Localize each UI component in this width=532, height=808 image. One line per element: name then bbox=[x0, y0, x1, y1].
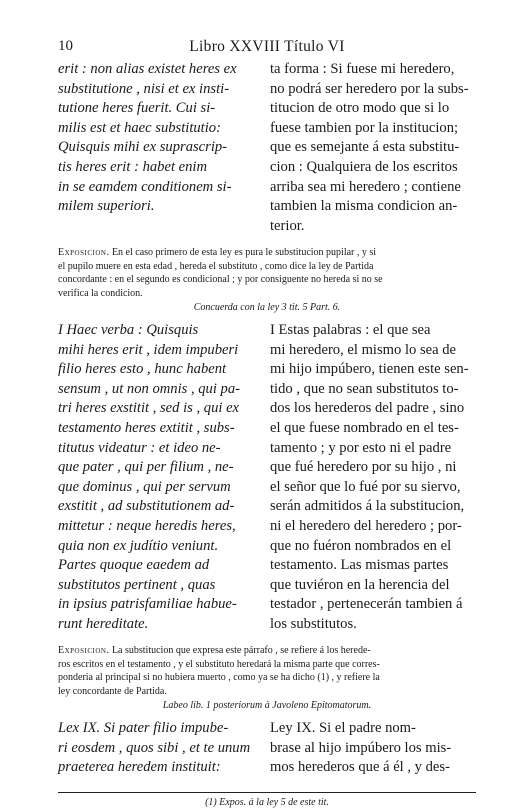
latin-column bbox=[58, 60, 258, 236]
text-line: tamento ; y por esto ni el padre bbox=[270, 439, 452, 456]
text-line: praeterea heredem instituit: bbox=[58, 759, 221, 776]
exposition-1 bbox=[58, 246, 476, 300]
text-line: filio heres esto , hunc habent bbox=[58, 361, 227, 378]
text-line: ley concordante de Partida. bbox=[58, 685, 167, 697]
text-line: sensum , ut non omnis , qui pa- bbox=[58, 380, 241, 397]
text-line: concordante : en el segundo es condicional ; y por consiguente no hereda si no se bbox=[58, 274, 383, 286]
text-line: mihi heres erit , idem impuberi bbox=[58, 341, 239, 358]
text-line: brase al hijo impúbero los mis- bbox=[270, 739, 452, 756]
block-3 bbox=[58, 719, 476, 778]
text-line: no podrá ser heredero por la subs- bbox=[270, 80, 469, 97]
text-line: el señor que lo fué por su siervo, bbox=[270, 478, 461, 495]
spanish-column bbox=[270, 321, 476, 635]
source-reference: Labeo lib. 1 posteriorum à Javoleno Epitomatorum. bbox=[162, 700, 372, 712]
text-line: tido , que no sean substitutos to- bbox=[270, 380, 459, 397]
text-line: substitutione , nisi et ex insti- bbox=[58, 80, 230, 97]
text-line: tambien la misma condicion an- bbox=[270, 198, 458, 215]
concordance-reference: Concuerda con la ley 3 tit. 5 Part. 6. bbox=[193, 301, 341, 313]
text-line: que tuviéron en la herencia del bbox=[270, 576, 450, 593]
text-line: dos los herederos del padre , sino bbox=[270, 400, 465, 417]
text-line: ponderia al principal si no hubiera muerto , como ya se ha dicho (1) , y refiere la bbox=[58, 672, 380, 684]
exposition-2 bbox=[58, 644, 476, 698]
text-line: quia non ex judítio veniunt. bbox=[58, 537, 219, 554]
exposition-label: Exposicion. bbox=[58, 247, 110, 259]
text-line: testamento. Las mismas partes bbox=[270, 557, 449, 574]
text-line: mi hijo impúbero, tienen este sen- bbox=[270, 361, 469, 378]
page bbox=[58, 38, 476, 808]
text-line: arriba sea mi heredero ; contiene bbox=[270, 178, 461, 195]
text-line: ros escritos en el testamento , y el substituto heredará la misma parte que corres- bbox=[58, 658, 380, 670]
text-line: verifica la condicion. bbox=[58, 287, 143, 299]
text-line: ni el heredero del heredero ; por- bbox=[270, 517, 462, 534]
text-line: tis heres erit : habet enim bbox=[58, 158, 208, 175]
footnote: (1) Expos. á la ley 5 de este tit. bbox=[205, 796, 329, 808]
text-line: in ipsius patrisfamiliae habue- bbox=[58, 596, 237, 613]
text-line: La substitucion que expresa este párrafo , se refiere á los herede- bbox=[109, 645, 371, 657]
exposition-label: Exposicion. bbox=[58, 645, 110, 657]
text-line: que dominus , qui per servum bbox=[58, 478, 231, 495]
text-line: el pupilo muere en esta edad , hereda el substituto , como dice la ley de Partida bbox=[58, 260, 374, 272]
text-line: substitutos pertinent , quas bbox=[58, 576, 216, 593]
block-2 bbox=[58, 321, 476, 635]
spanish-column bbox=[270, 719, 476, 778]
text-line: cion : Qualquiera de los escritos bbox=[270, 158, 458, 175]
text-line: I Haec verba : Quisquis bbox=[58, 321, 199, 338]
text-line: que es semejante á esta substitu- bbox=[270, 139, 460, 156]
text-line: mittetur : neque heredis heres, bbox=[58, 517, 236, 534]
running-head: Libro XXVIII Título VI bbox=[189, 38, 345, 55]
spanish-column bbox=[270, 60, 476, 236]
text-line: el que fuese nombrado en el tes- bbox=[270, 419, 459, 436]
latin-column bbox=[58, 321, 258, 635]
text-line: mos herederos que á él , y des- bbox=[270, 759, 450, 776]
text-line: terior. bbox=[270, 217, 305, 234]
text-line: I Estas palabras : el que sea bbox=[270, 321, 431, 338]
text-line: Quisquis mihi ex suprascrip- bbox=[58, 139, 228, 156]
text-line: testador , pertenecerán tambien á bbox=[270, 596, 463, 613]
text-line: tutione heres fuerit. Cui si- bbox=[58, 100, 216, 117]
text-line: fuese tambien por la institucion; bbox=[270, 119, 459, 136]
text-line: que pater , qui per filium , ne- bbox=[58, 459, 234, 476]
text-line: titucion de otro modo que si lo bbox=[270, 100, 450, 117]
text-line: Lex IX. Si pater filio impube- bbox=[58, 720, 229, 737]
latin-column bbox=[58, 719, 258, 778]
text-line: que no fuéron nombrados en el bbox=[270, 537, 452, 554]
text-line: titutus videatur : et ideo ne- bbox=[58, 439, 221, 456]
text-line: exstitit , ad substitutionem ad- bbox=[58, 498, 235, 515]
footnote-rule bbox=[58, 792, 476, 793]
text-line: Partes quoque eaedem ad bbox=[58, 557, 210, 574]
text-line: los substitutos. bbox=[270, 615, 357, 632]
text-line: milem superiori. bbox=[58, 198, 155, 215]
text-line: que fué heredero por su hijo , ni bbox=[270, 459, 457, 476]
text-line: Ley IX. Si el padre nom- bbox=[270, 720, 416, 737]
text-line: in se eamdem conditionem si- bbox=[58, 178, 232, 195]
text-line: tri heres exstitit , sed is , qui ex bbox=[58, 400, 240, 417]
text-line: serán admitidos á la substitucion, bbox=[270, 498, 465, 515]
text-line: En el caso primero de esta ley es pura le substitucion pupilar , y si bbox=[109, 247, 377, 259]
text-line: milis est et haec substitutio: bbox=[58, 119, 221, 136]
text-line: mi heredero, el mismo lo sea de bbox=[270, 341, 457, 358]
page-number: 10 bbox=[58, 38, 73, 54]
text-line: testamento heres extitit , subs- bbox=[58, 419, 235, 436]
text-line: erit : non alias existet heres ex bbox=[58, 61, 237, 77]
text-line: ta forma : Si fuese mi heredero, bbox=[270, 61, 455, 77]
block-1 bbox=[58, 60, 476, 236]
text-line: runt hereditate. bbox=[58, 615, 149, 632]
text-line: ri eosdem , quos sibi , et te unum bbox=[58, 739, 251, 756]
header bbox=[58, 38, 476, 60]
